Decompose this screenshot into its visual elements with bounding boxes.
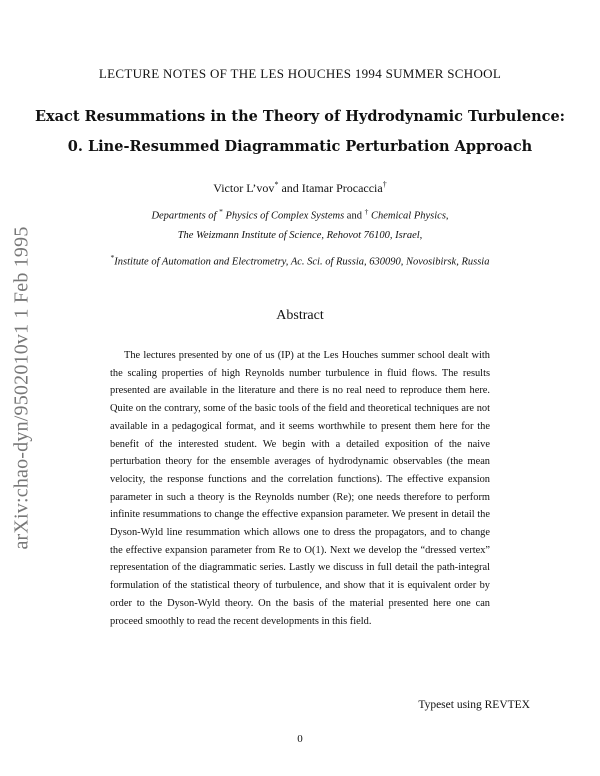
affiliation-text: Departments of [151, 210, 220, 222]
series-header: LECTURE NOTES OF THE LES HOUCHES 1994 SUMMER SCHOOL [98, 66, 502, 81]
author-connector: and [278, 181, 302, 195]
affiliation-text: Chemical Physics, [368, 210, 449, 222]
affiliation-mark: * [274, 180, 279, 189]
page-number: 0 [297, 733, 303, 745]
affiliation-line [0, 207, 600, 222]
author-list [0, 180, 600, 196]
paper-title-line-1: Exact Resummations in the Theory of Hydrodynamic Turbulence: [34, 108, 566, 125]
abstract-body: The lectures presented by one of us (IP) at the Les Houches summer school dealt with the scaling properties of high Reynolds number turbulence in fluid flows. The results presented are available in the literature and there is no real need to reproduce them here. Quite on the contrary, some of the basic tools of the field and theoretical techniques are not available in a pedagogical format, and it seems worthwhile to present them here for the benefit of the interested student. We begin with a detailed exposition of the naive perturbation theory for the ensemble averages of hydrodynamic observables (the mean velocity, the response functions and the correlation functions). The effective expansion parameter in such a theory is the Reynolds number (Re); one needs therefore to perform infinite resummations to change the effective expansion parameter. We present in detail the Dyson-Wyld line resummation which allows one to dress the propagators, and to change the effective expansion parameter from Re to O(1). Next we develop the “dressed vertex” representation of the diagrammatic series. Lastly we discuss in full detail the path-integral formulation of the statistical theory of turbulence, and show that it is equivalent order by order to the Dyson-Wyld theory. On the basis of the material presented here one can proceed smoothly to read the recent developments in this field. [110, 350, 490, 627]
affiliation-text: Physics of Complex Systems [222, 210, 345, 222]
abstract-heading: Abstract [276, 308, 324, 323]
typeset-note: Typeset using REVTEX [418, 699, 530, 711]
affiliation-mark: † [382, 180, 387, 189]
paper-title-line-2: 0. Line-Resummed Diagrammatic Perturbation Approach [67, 138, 533, 155]
arxiv-identifier: arXiv:chao-dyn/9502010v1 1 Feb 1995 [10, 226, 33, 550]
affiliation-line: The Weizmann Institute of Science, Rehovot 76100, Israel, [177, 230, 423, 241]
author-name: Victor L’vov [213, 181, 275, 195]
affiliation-mark: * [110, 253, 115, 262]
affiliation-text: and [344, 210, 365, 222]
affiliation-mark: * [219, 207, 223, 216]
affiliation-mark: † [364, 207, 369, 216]
author-name: Itamar Procaccia [301, 181, 383, 195]
affiliation-line [0, 253, 600, 268]
affiliation-text: Institute of Automation and Electrometry, Ac. Sci. of Russia, 630090, Novosibirsk, Russia [114, 256, 490, 268]
